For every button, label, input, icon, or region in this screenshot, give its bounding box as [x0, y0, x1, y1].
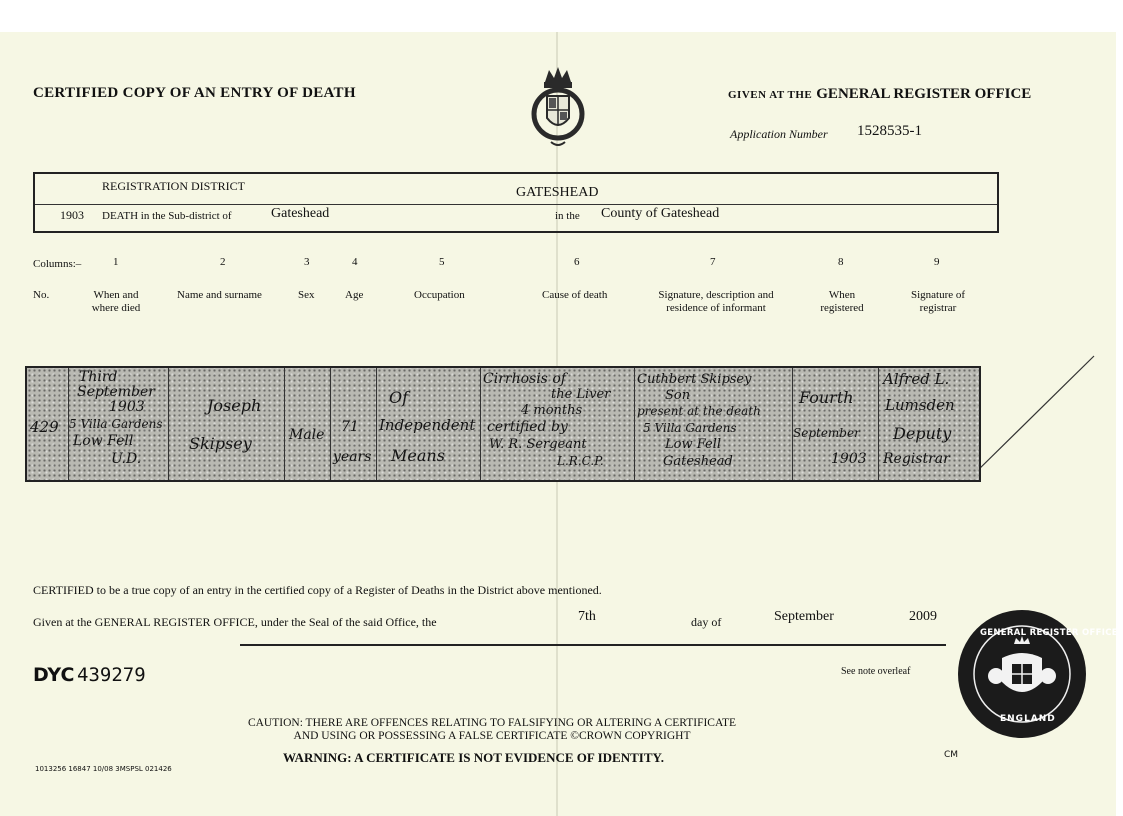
column-number-5: 5 — [439, 256, 445, 268]
certificate-title: CERTIFIED COPY OF AN ENTRY OF DEATH — [33, 85, 356, 101]
entry-occupation-line: Means — [391, 446, 445, 465]
entry-informant-line: Son — [665, 388, 691, 403]
entry-cause-line: W. R. Sergeant — [489, 437, 587, 452]
entry-when-line: 1903 — [109, 399, 145, 415]
entry-occupation-line: Of — [389, 388, 409, 407]
certificate-page — [0, 32, 1116, 816]
entry-surname: Skipsey — [189, 434, 252, 453]
entry-informant-line: Cuthbert Skipsey — [637, 372, 752, 387]
application-number-label: Application Number — [730, 127, 828, 141]
entry-informant-line: 5 Villa Gardens — [643, 421, 737, 435]
entry-sex: Male — [289, 427, 325, 443]
entry-where-line: Low Fell — [73, 433, 134, 449]
entry-cause-line: the Liver — [551, 387, 611, 402]
entry-cause-line: 4 months — [521, 403, 583, 418]
entry-cause-line: L.R.C.P. — [557, 454, 604, 468]
entry-registrar-line: Lumsden — [885, 396, 955, 414]
application-number: 1528535-1 — [857, 123, 922, 139]
header-sex: Sex — [298, 289, 315, 301]
seal-text-top: GENERAL REGISTER OFFICE — [980, 628, 1118, 638]
entry-cause-line: certified by — [487, 419, 568, 435]
royal-coat-of-arms-icon — [527, 62, 589, 152]
entry-informant-line: Low Fell — [665, 437, 722, 452]
diagonal-cancel-line — [968, 352, 1098, 482]
caution-notice: CAUTION: THERE ARE OFFENCES RELATING TO FALSIFYING OR ALTERING A CERTIFICATE AND USING OR POSSESSING A FALSE CERTIFICATE ©CROWN COPYRIGHT — [247, 717, 737, 742]
see-note-overleaf: See note overleaf — [841, 666, 911, 677]
entry-registrar-line: Alfred L. — [883, 370, 950, 388]
seal-text-bottom: ENGLAND — [1000, 714, 1056, 724]
subdistrict-label: DEATH in the Sub-district of — [102, 210, 232, 222]
serial-number: 439279 — [77, 664, 146, 686]
entry-age-number: 71 — [341, 419, 359, 435]
entry-informant-line: Gateshead — [663, 454, 733, 469]
entry-occupation-line: Independent — [379, 416, 476, 434]
column-number-3: 3 — [304, 256, 310, 268]
header-cause: Cause of death — [542, 289, 608, 301]
district-divider — [35, 204, 997, 205]
entry-age-unit: years — [333, 449, 372, 465]
registration-district-value: GATESHEAD — [516, 185, 599, 200]
entry-cause-line: Cirrhosis of — [483, 371, 566, 387]
entry-sex-cell — [285, 368, 331, 480]
entry-registrar-line: Registrar — [883, 451, 950, 467]
entry-no-cell — [27, 368, 69, 480]
column-number-8: 8 — [838, 256, 844, 268]
serial-prefix: DYC — [33, 664, 75, 686]
given-at-statement: Given at the GENERAL REGISTER OFFICE, under the Seal of the said Office, the — [33, 615, 437, 629]
entry-registered-line: September — [793, 426, 860, 440]
entry-occupation-cell — [377, 368, 481, 480]
certification-day: 7th — [578, 609, 596, 624]
county-value: County of Gateshead — [601, 206, 720, 221]
entry-when-line: Third — [79, 369, 118, 385]
cm-mark: CM — [944, 750, 959, 760]
header-name: Name and surname — [177, 289, 262, 301]
certification-statement: CERTIFIED to be a true copy of an entry in the certified copy of a Register of Deaths in the District above mentioned. — [33, 583, 602, 597]
day-of-label: day of — [691, 615, 722, 629]
entry-informant-cell — [635, 368, 793, 480]
entry-when-line: September — [77, 384, 155, 400]
entry-registrar-line: Deputy — [893, 424, 952, 443]
header-no: No. — [33, 289, 50, 301]
entry-cause-cell — [481, 368, 635, 480]
column-number-6: 6 — [574, 256, 580, 268]
entry-forename: Joseph — [207, 396, 262, 415]
entry-age-cell — [331, 368, 377, 480]
header-occupation: Occupation — [414, 289, 465, 301]
column-number-7: 7 — [710, 256, 716, 268]
header-registered: When registered — [820, 289, 864, 314]
column-number-9: 9 — [934, 256, 940, 268]
entry-registered-line: 1903 — [831, 451, 867, 467]
entry-registered-cell — [793, 368, 879, 480]
columns-label: Columns:– — [33, 258, 82, 270]
in-the-label: in the — [555, 210, 580, 222]
column-number-1: 1 — [113, 256, 119, 268]
header-informant: Signature, description and residence of informant — [658, 289, 774, 314]
column-number-4: 4 — [352, 256, 358, 268]
registration-district-box — [33, 172, 999, 233]
entry-registrar-cell — [879, 368, 977, 480]
column-number-2: 2 — [220, 256, 226, 268]
certification-year: 2009 — [909, 609, 937, 624]
registration-district-label: REGISTRATION DISTRICT — [102, 179, 245, 193]
print-code: 1013256 16847 10/08 3MSPSL 021426 — [35, 765, 172, 773]
death-entry-row — [25, 366, 981, 482]
entry-informant-line: present at the death — [637, 404, 761, 418]
entry-when-where-cell — [69, 368, 169, 480]
header-age: Age — [345, 289, 364, 301]
signature-rule — [240, 644, 946, 646]
header-registrar: Signature of registrar — [910, 289, 966, 314]
subdistrict-value: Gateshead — [271, 206, 330, 221]
certification-month: September — [774, 609, 834, 624]
identity-warning: WARNING: A CERTIFICATE IS NOT EVIDENCE OF IDENTITY. — [283, 750, 664, 765]
entry-no: 429 — [30, 418, 59, 436]
general-register-office-seal — [958, 610, 1118, 738]
entry-where-line: U.D. — [111, 451, 142, 467]
entry-where-line: 5 Villa Gardens — [69, 417, 163, 431]
given-at-heading: GIVEN AT THE GENERAL REGISTER OFFICE — [728, 86, 1032, 102]
death-year: 1903 — [60, 208, 84, 222]
header-when-where: When and where died — [91, 289, 141, 314]
entry-registered-line: Fourth — [799, 388, 854, 407]
entry-name-cell — [169, 368, 285, 480]
